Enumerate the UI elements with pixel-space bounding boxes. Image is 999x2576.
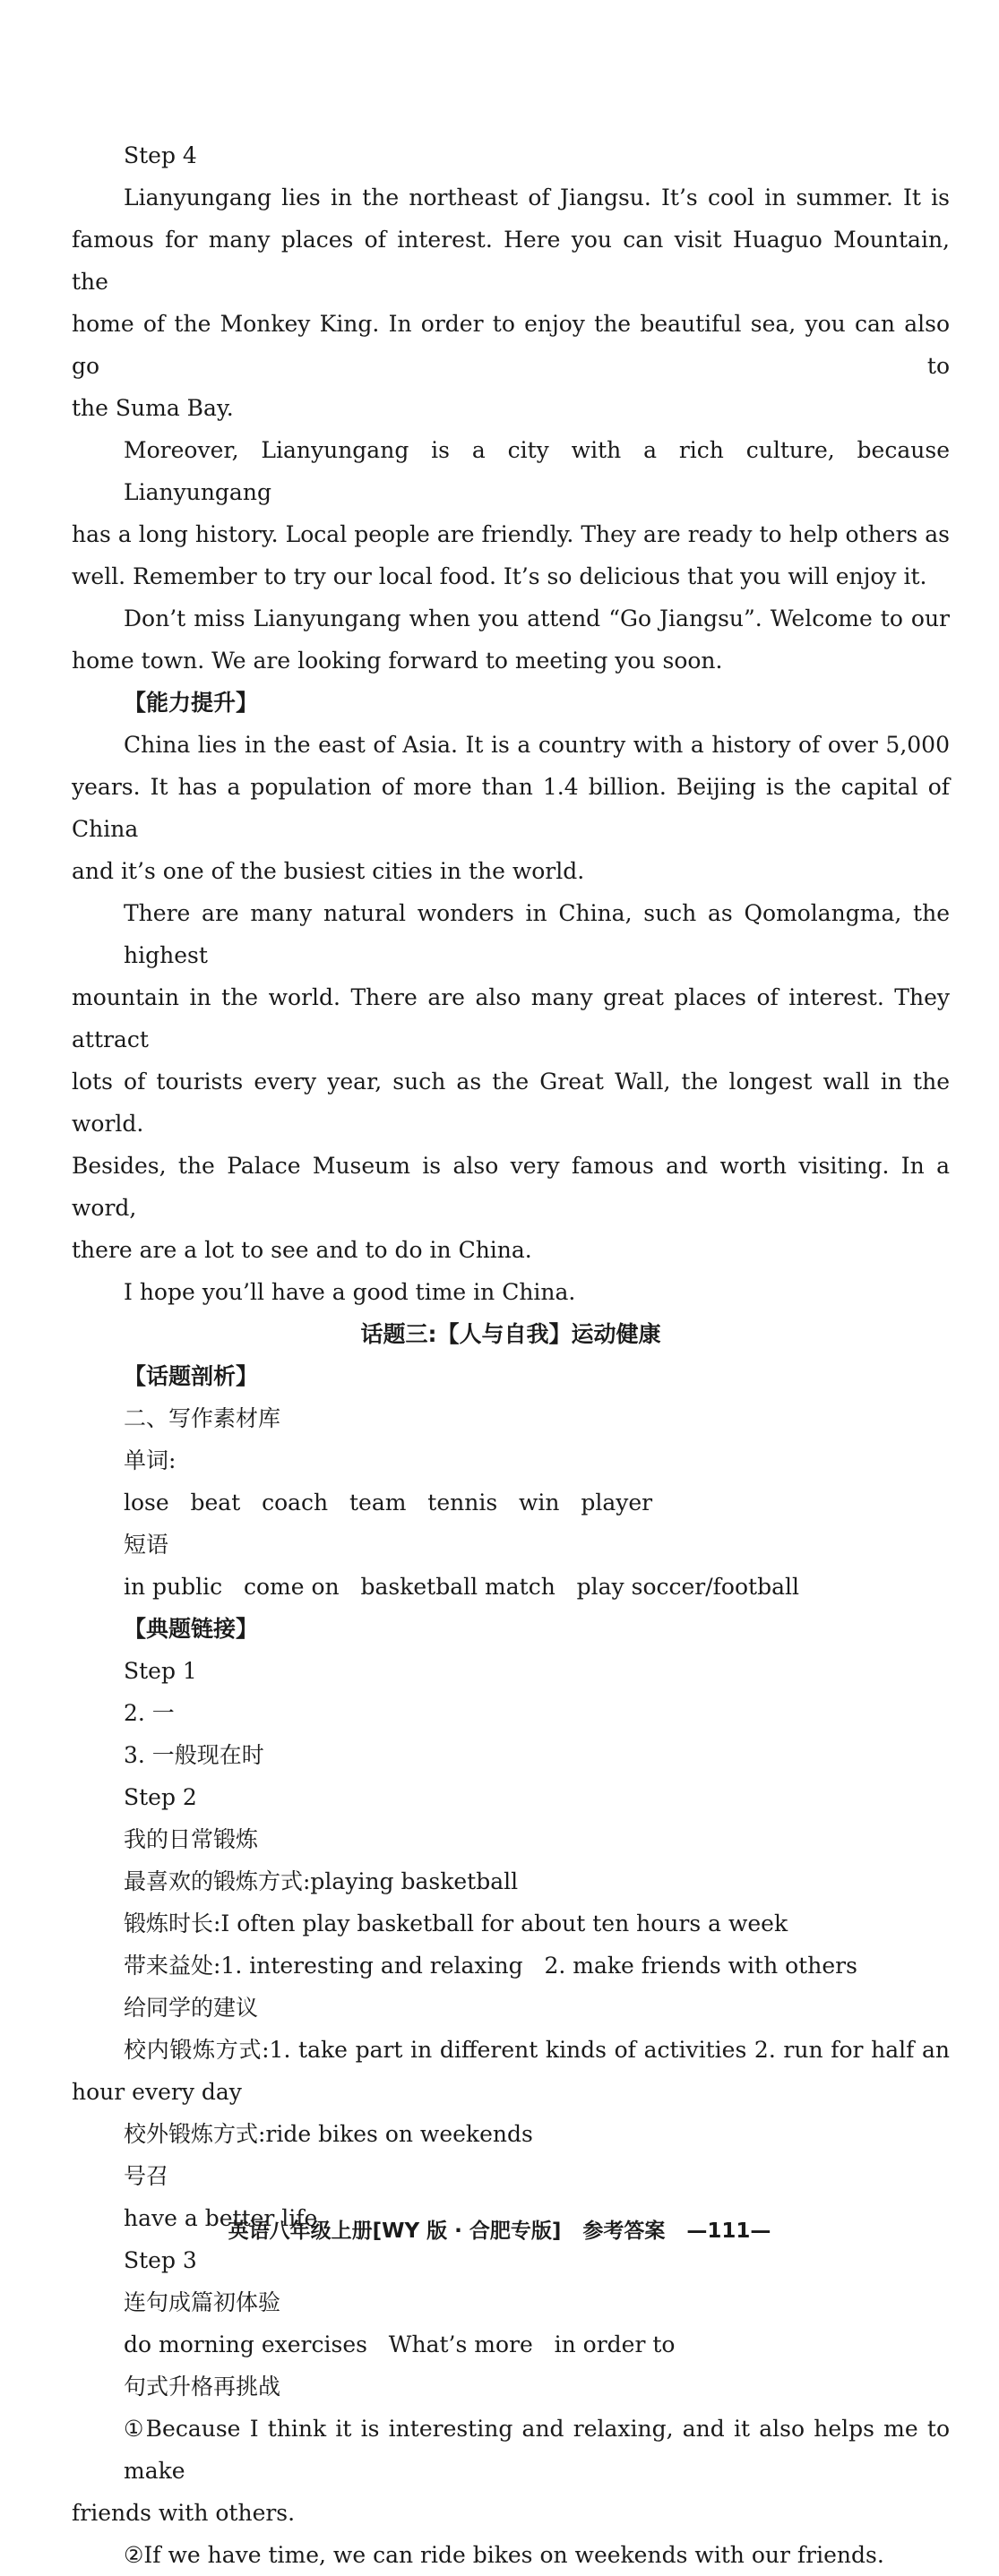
step-label: Step 4: [124, 142, 197, 168]
text-line: There are many natural wonders in China, such as Qomolangma, the highest: [124, 900, 950, 968]
text-line: 校内锻炼方式:1. take part in different kinds of activities 2. run for half an: [124, 2037, 950, 2063]
text-line: 给同学的建议: [124, 1995, 259, 2021]
section-heading: 【话题剖析】: [124, 1363, 259, 1389]
page-number: —111—: [686, 2220, 771, 2243]
text-line: 二、写作素材库: [124, 1405, 281, 1431]
text-line: ②If we have time, we can ride bikes on weekends with our friends.: [124, 2542, 884, 2568]
text-line: 我的日常锻炼: [124, 1826, 259, 1852]
text-line: have a better life: [124, 2205, 318, 2231]
text-line: 锻炼时长:I often play basketball for about ten hours a week: [124, 1911, 788, 1936]
text-line: mountain in the world. There are also many great places of interest. They attract: [72, 984, 950, 1052]
text-line: 3. 一般现在时: [124, 1742, 264, 1768]
text-line: Lianyungang lies in the northeast of Jiangsu. It’s cool in summer. It is: [124, 185, 950, 210]
text-line: 单词:: [124, 1447, 177, 1473]
text-line: friends with others.: [72, 2500, 296, 2526]
text-line: I hope you’ll have a good time in China.: [124, 1279, 576, 1305]
text-line: 短语: [124, 1532, 169, 1558]
text-line: Besides, the Palace Museum is also very famous and worth visiting. In a word,: [72, 1153, 950, 1221]
answer-page: [72, 134, 950, 2576]
section-label: 参考答案: [582, 2220, 666, 2243]
text-line: home of the Monkey King. In order to enjoy the beautiful sea, you can also go to: [72, 311, 950, 379]
text-line: famous for many places of interest. Here you can visit Huaguo Mountain, the: [72, 227, 950, 295]
topic-title: 话题三:【人与自我】运动健康: [360, 1321, 661, 1347]
text-line: lots of tourists every year, such as the Great Wall, the longest wall in the world.: [72, 1069, 950, 1137]
text-line: well. Remember to try our local food. It’s so delicious that you will enjoy it.: [72, 563, 927, 589]
text-line: 连句成篇初体验: [124, 2289, 281, 2315]
text-line: China lies in the east of Asia. It is a country with a history of over 5,000: [124, 732, 950, 758]
text-line: Don’t miss Lianyungang when you attend “Go Jiangsu”. Welcome to our: [124, 605, 950, 631]
text-line: hour every day: [72, 2079, 242, 2105]
text-line: 校外锻炼方式:ride bikes on weekends: [124, 2121, 533, 2147]
text-line: 带来益处:1. interesting and relaxing 2. make friends with others: [124, 1953, 857, 1979]
text-line: the Suma Bay.: [72, 395, 234, 421]
text-line: has a long history. Local people are friendly. They are ready to help others as: [72, 521, 950, 547]
text-line: do morning exercises What’s more in order to: [124, 2331, 676, 2357]
step-label: Step 2: [124, 1784, 197, 1810]
text-line: ①Because I think it is interesting and relaxing, and it also helps me to make: [124, 2416, 950, 2484]
text-line: 句式升格再挑战: [124, 2374, 281, 2400]
text-line: 2. 一: [124, 1700, 175, 1726]
text-line: 最喜欢的锻炼方式:playing basketball: [124, 1868, 519, 1894]
page-footer: [0, 2214, 999, 2244]
text-line: home town. We are looking forward to meeting you soon.: [72, 648, 723, 674]
section-heading: 【能力提升】: [124, 690, 259, 716]
section-heading: 【典题链接】: [124, 1616, 259, 1642]
text-line: Moreover, Lianyungang is a city with a rich culture, because Lianyungang: [124, 437, 950, 505]
phrase-list: in public come on basketball match play soccer/football: [124, 1574, 799, 1600]
text-line: 号召: [124, 2163, 169, 2189]
step-label: Step 1: [124, 1658, 197, 1684]
book-title: 英语八年级上册[WY 版 · 合肥专版]: [228, 2220, 562, 2243]
text-line: there are a lot to see and to do in China.: [72, 1237, 532, 1263]
text-line: years. It has a population of more than 1.4 billion. Beijing is the capital of China: [72, 774, 950, 842]
step-label: Step 3: [124, 2247, 197, 2273]
text-line: and it’s one of the busiest cities in the world.: [72, 858, 585, 884]
word-list: lose beat coach team tennis win player: [124, 1490, 653, 1516]
